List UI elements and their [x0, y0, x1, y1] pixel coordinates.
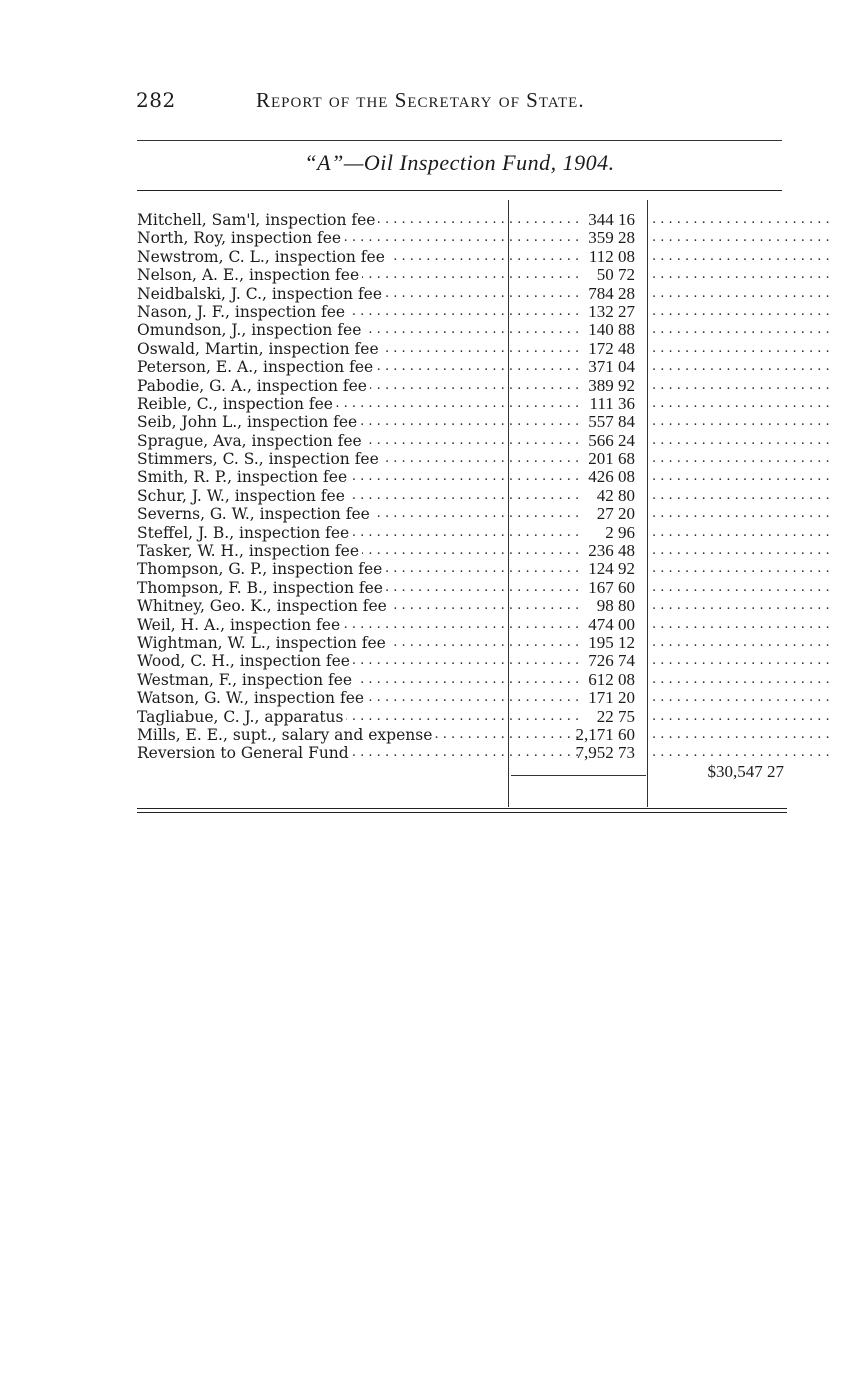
dot-leaders: . . . . . . . . . . . . . . . . . . . . . . [652, 708, 830, 724]
dot-leaders: . . . . . . . . . . . . . . . . . . . . . . [652, 359, 830, 375]
entry-name: Oswald, Martin, inspection fee . . . [137, 340, 507, 358]
dot-leaders: . . . . . . . . . . . . . . . . . . . . . . [652, 616, 830, 632]
dot-leaders: . . . . . . . . . . . . . . . . . . . . . . [652, 653, 830, 669]
entry-amount: 132 27 [588, 301, 635, 321]
grand-total: $30,547 27 [707, 761, 784, 781]
entry-name: Weil, H. A., inspection fee . . . [137, 616, 507, 634]
dot-leaders: . . . . . . . . . . . . . . . . . . . . . . [652, 579, 830, 595]
entry-name: North, Roy, inspection fee . . . [137, 229, 507, 247]
dot-leaders: . . . . . . . . . . . . . . . . . . . . . . [652, 322, 830, 338]
dot-leaders: . . . . . . . . . . . . . . . . . . . . . . [652, 726, 830, 742]
entry-amount: 566 24 [588, 430, 635, 450]
entry-name: Tagliabue, C. J., apparatus . . . [137, 708, 507, 726]
entry-amount: 27 20 [596, 504, 635, 524]
entry-name: Peterson, E. A., inspection fee . . . [137, 358, 507, 376]
dot-leaders: . . . . . . . . . . . . . . . . . . . . . . [652, 267, 830, 283]
dot-leaders: . . . . . . . . . . . . . . . . . . . . . . [652, 469, 830, 485]
entry-amount: 371 04 [588, 357, 635, 377]
entry-name: Nelson, A. E., inspection fee . . . [137, 266, 507, 284]
entry-amount: 2 96 [605, 522, 635, 542]
dot-leaders: . . . . . . . . . . . . . . . . . . . . . . [652, 451, 830, 467]
entry-amount: 22 75 [596, 706, 635, 726]
entry-name: Westman, F., inspection fee . . . [137, 671, 507, 689]
entry-amount: 557 84 [588, 412, 635, 432]
entry-amount: 2,171 60 [575, 724, 635, 744]
dot-leaders: . . . . . . . . . . . . . . . . . . . . . . [652, 598, 830, 614]
dot-leaders: . . . . . . . . . . . . . . . . . . . . . . [652, 303, 830, 319]
dot-leaders: . . . . . . . . . . . . . . . . . . . . . . [652, 285, 830, 301]
top-rule [137, 140, 782, 141]
entry-amount: 236 48 [588, 541, 635, 561]
entry-name: Smith, R. P., inspection fee . . . [137, 468, 507, 486]
dot-leaders: . . . . . . . . . . . . . . . . . . . . . . [652, 212, 830, 227]
page-number: 282 [136, 88, 176, 112]
dot-leaders: . . . . . . . . . . . . . . . . . . . . . . [652, 377, 830, 393]
bottom-rule [137, 808, 787, 809]
entry-amount: 140 88 [588, 320, 635, 340]
entry-amount: 167 60 [588, 577, 635, 597]
running-head: Report of the Secretary of State. [256, 88, 585, 112]
entry-amount: 195 12 [588, 632, 635, 652]
entry-name: Watson, G. W., inspection fee . . . [137, 689, 507, 707]
title-rule [137, 190, 782, 191]
dot-leaders: . . . . . . . . . . . . . . . . . . . . . . [652, 432, 830, 448]
entry-name: Seib, John L., inspection fee . . . [137, 413, 507, 431]
column-divider-right [647, 200, 648, 807]
entry-amount: 50 72 [596, 265, 635, 285]
dot-leaders: . . . . . . . . . . . . . . . . . . . . . . [652, 690, 830, 706]
entry-name: Mills, E. E., supt., salary and expense . . . [137, 726, 507, 744]
entry-amount: 784 28 [588, 283, 635, 303]
entry-name: Stimmers, C. S., inspection fee . . . [137, 450, 507, 468]
dot-leaders: . . . . . . . . . . . . . . . . . . . . . . [652, 543, 830, 559]
dot-leaders: . . . . . . . . . . . . . . . . . . . . . . [652, 745, 830, 761]
entry-name: Thompson, G. P., inspection fee . . . [137, 560, 507, 578]
sum-rule [511, 775, 646, 776]
dot-leaders: . . . . . . . . . . . . . . . . . . . . . . [652, 634, 830, 650]
dot-leaders: . . . . . . . . . . . . . . . . . . . . . . [652, 340, 830, 356]
entry-amount: 172 48 [588, 338, 635, 358]
entry-name: Severns, G. W., inspection fee . . . [137, 505, 507, 523]
dot-leaders: . . . . . . . . . . . . . . . . . . . . . . [652, 487, 830, 503]
dot-leaders: . . . . . . . . . . . . . . . . . . . . . . [652, 506, 830, 522]
dot-leaders: . . . . . . . . . . . . . . . . . . . . . . [652, 395, 830, 411]
entry-name: Pabodie, G. A., inspection fee . . . [137, 377, 507, 395]
entry-name: Reversion to General Fund . . . [137, 744, 507, 762]
dot-leaders: . . . . . . . . . . . . . . . . . . . . . . [652, 414, 830, 430]
entry-name: Omundson, J., inspection fee . . . [137, 321, 507, 339]
entry-name: Wightman, W. L., inspection fee . . . [137, 634, 507, 652]
dot-leaders: . . . . . . . . . . . . . . . . . . . . . . [652, 248, 830, 264]
entry-amount: 344 16 [588, 210, 635, 229]
entry-name: Reible, C., inspection fee . . . [137, 395, 507, 413]
entry-name: Nason, J. F., inspection fee . . . [137, 303, 507, 321]
entry-amount: 112 08 [588, 246, 635, 266]
entry-amount: 42 80 [596, 485, 635, 505]
dot-leaders: . . . . . . . . . . . . . . . . . . . . . . [652, 230, 830, 246]
entry-amount: 389 92 [588, 375, 635, 395]
entry-amount: 474 00 [588, 614, 635, 634]
entry-name: Wood, C. H., inspection fee . . . [137, 652, 507, 670]
entry-name: Neidbalski, J. C., inspection fee . . . [137, 285, 507, 303]
entry-amount: 201 68 [588, 449, 635, 469]
entry-amount: 7,952 73 [575, 743, 635, 763]
entry-name: Sprague, Ava, inspection fee . . . [137, 432, 507, 450]
entry-amount: 426 08 [588, 467, 635, 487]
entry-name: Mitchell, Sam'l, inspection fee . . . [137, 211, 507, 229]
entry-amount: 612 08 [588, 669, 635, 689]
entry-name: Whitney, Geo. K., inspection fee . . . [137, 597, 507, 615]
entry-name: Steffel, J. B., inspection fee . . . [137, 524, 507, 542]
entry-amount: 111 36 [589, 393, 635, 413]
entry-amount: 98 80 [596, 596, 635, 616]
fund-title: “A”—Oil Inspection Fund, 1904. [304, 150, 615, 175]
entry-amount: 726 74 [588, 651, 635, 671]
entry-amount: 171 20 [588, 688, 635, 708]
entry-name: Newstrom, C. L., inspection fee . . . [137, 248, 507, 266]
bottom-rule-double [137, 812, 787, 813]
entry-name: Tasker, W. H., inspection fee . . . [137, 542, 507, 560]
dot-leaders: . . . . . . . . . . . . . . . . . . . . . . [652, 524, 830, 540]
entry-name: Schur, J. W., inspection fee . . . [137, 487, 507, 505]
dot-leaders: . . . . . . . . . . . . . . . . . . . . . . [652, 561, 830, 577]
entry-name: Thompson, F. B., inspection fee . . . [137, 579, 507, 597]
dot-leaders: . . . . . . . . . . . . . . . . . . . . . . [652, 671, 830, 687]
entry-amount: 124 92 [588, 559, 635, 579]
entry-amount: 359 28 [588, 228, 635, 248]
